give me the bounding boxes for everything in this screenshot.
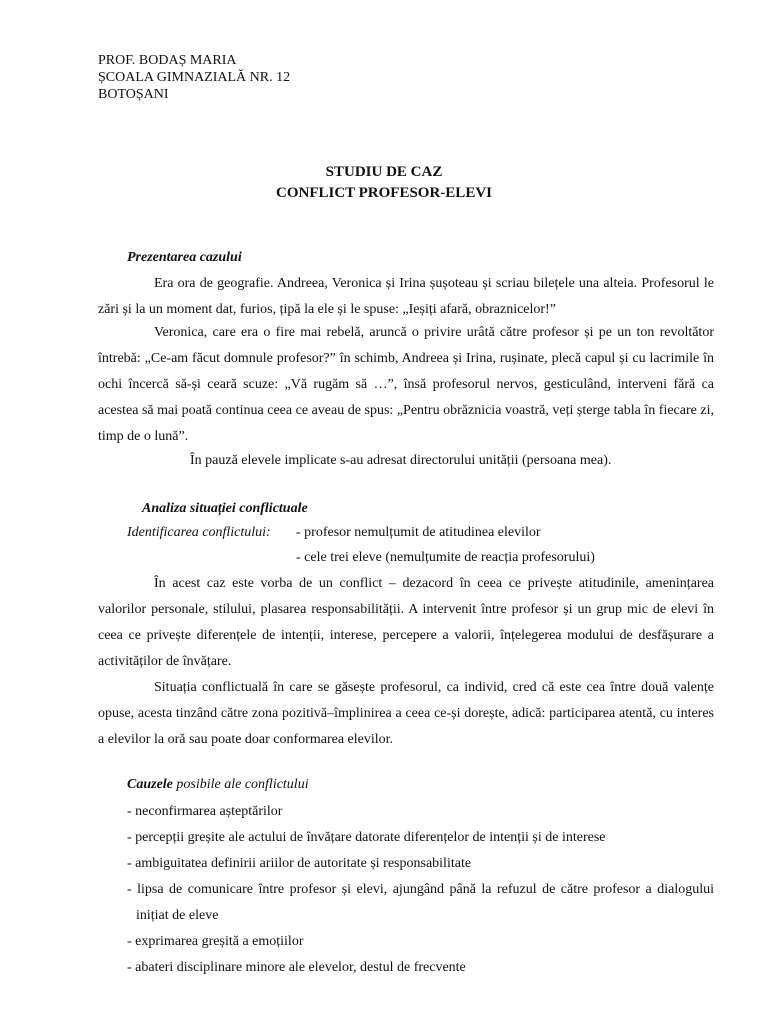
paragraph-case-1: Era ora de geografie. Andreea, Veronica și Irina șușoteau și scriau bilețele una alteia. Profesorul le zări și la un moment dat, furios, țipă la ele și le spuse: „Ieșiți afară, obraznicelor!”	[98, 276, 714, 317]
author-header	[98, 52, 290, 103]
identification-label: Identificarea conflictului:	[127, 525, 271, 540]
list-item: - ambiguitatea definirii ariilor de autoritate și responsabilitate	[127, 856, 472, 871]
causes-list	[127, 799, 714, 981]
paragraph-analysis-2: Situația conflictuală în care se găsește profesorul, ca individ, cred că este cea între două valențe opuse, acesta tinzând către zona pozitivă–împlinirea a ceea ce-și dorește, adică: participarea atentă, cu interes a elevilor la oră sau poate doar conformarea elevilor.	[98, 680, 714, 747]
document-title: STUDIU DE CAZ	[325, 164, 443, 180]
section-heading-causes-rest: posibile ale conflictului	[172, 777, 309, 792]
paragraph-analysis-1: În acest caz este vorba de un conflict – dezacord în ceea ce privește atitudinile, amenințarea valorilor personale, stilului, plasarea responsabilității. A intervenit între profesor și un grup mic de elevi în ceea ce privește diferențele de intenții, interese, percepere a valorii, înțelegerea modului de desfășurare a activităților de învățare.	[98, 576, 714, 669]
identification-item-students: - cele trei eleve (nemulțumite de reacția profesorului)	[296, 550, 595, 565]
list-item: - lipsa de comunicare între profesor și elevi, ajungând până la refuzul de către profesor a dialogului inițiat de eleve	[127, 882, 714, 923]
list-item: - percepții greșite ale actului de învățare datorate diferențelor de intenții și de interese	[127, 830, 606, 845]
identification-item-teacher: - profesor nemulțumit de atitudinea elevilor	[296, 525, 541, 540]
section-heading-analysis: Analiza situației conflictuale	[142, 501, 308, 516]
list-item: - abateri disciplinare minore ale elevelor, destul de frecvente	[127, 960, 466, 975]
section-heading-causes	[127, 775, 309, 795]
city-name: BOTOȘANI	[98, 87, 169, 102]
section-heading-causes-bold: Cauzele	[127, 777, 173, 792]
school-name: ȘCOALA GIMNAZIALĂ NR. 12	[98, 70, 291, 85]
author-name: PROF. BODAȘ MARIA	[98, 53, 237, 68]
list-item: - neconfirmarea așteptărilor	[127, 804, 283, 819]
paragraph-case-3: În pauză elevele implicate s-au adresat directorului unității (persoana mea).	[190, 453, 612, 468]
paragraph-case-2: Veronica, care era o fire mai rebelă, aruncă o privire urâtă către profesor și pe un ton revoltător întrebă: „Ce-am făcut domnule profesor?” în schimb, Andreea și Irina, rușinate, plecă capul și cu lacrimile în ochi încercă să-și ceară scuze: „Vă rugăm să …”, însă profesorul nervos, gesticulând, interveni fără ca acestea să mai poată continua ceea ce aveau de spus: „Pentru obrăznicia voastră, veți șterge tabla în fiecare zi, timp de o lună”.	[98, 325, 714, 444]
section-heading-presentation: Prezentarea cazului	[127, 250, 242, 265]
document-subtitle: CONFLICT PROFESOR-ELEVI	[275, 185, 492, 201]
list-item: - exprimarea greșită a emoțiilor	[127, 934, 304, 949]
